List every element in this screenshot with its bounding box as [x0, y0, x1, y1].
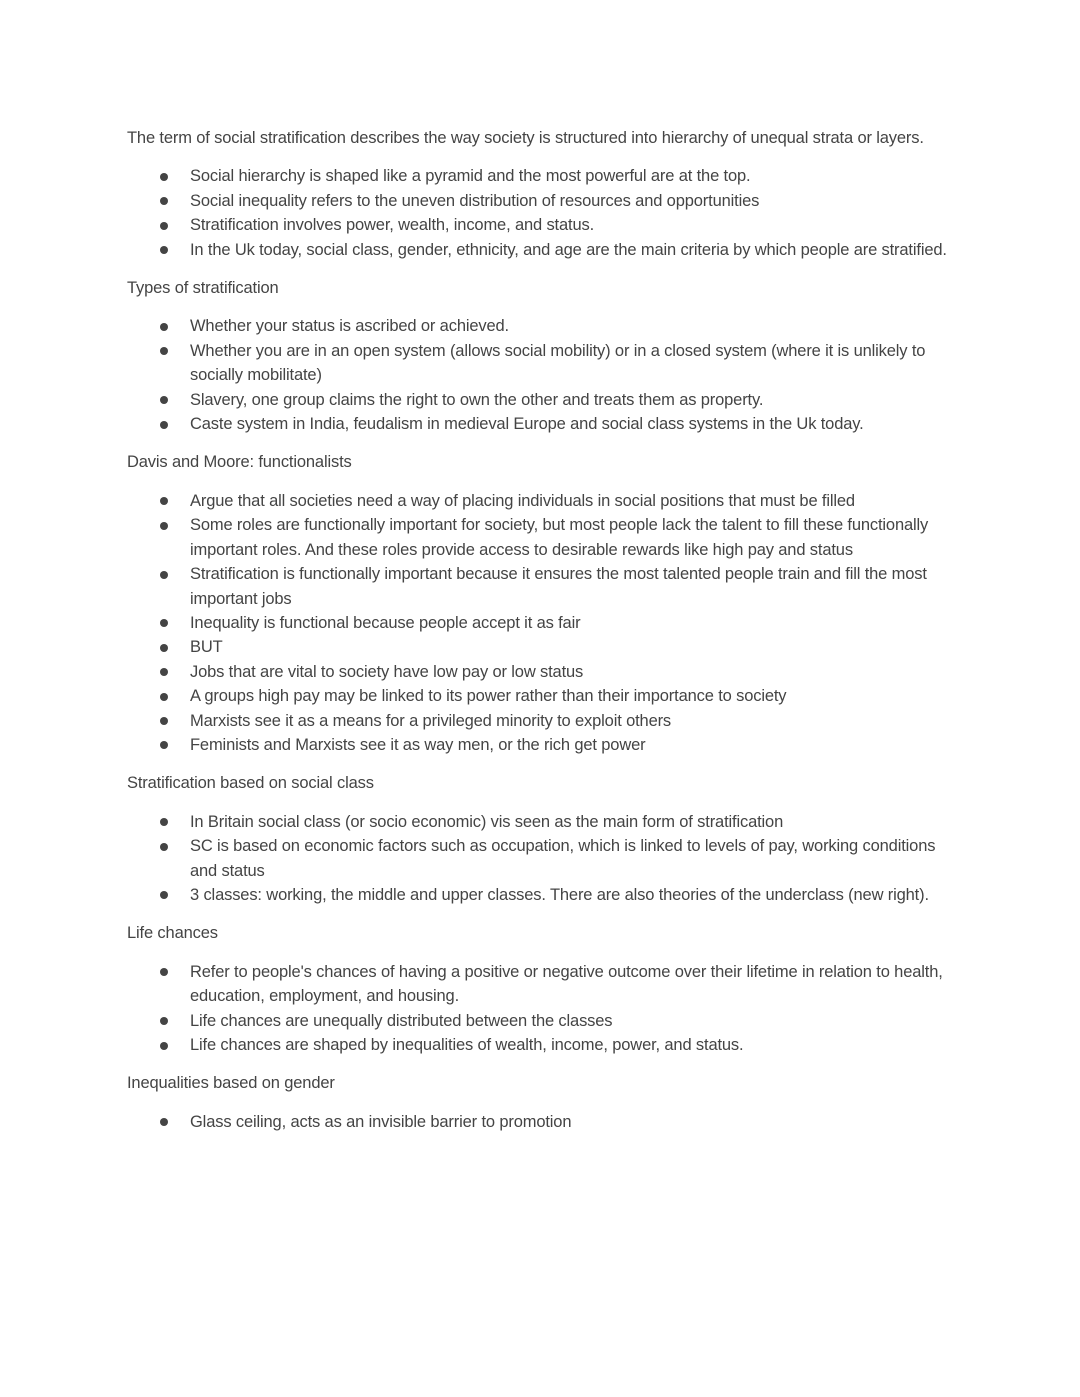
list-item — [127, 883, 947, 907]
list-item — [127, 489, 947, 513]
section-heading: Inequalities based on gender — [127, 1074, 335, 1093]
list-item — [127, 611, 947, 635]
list-item — [127, 412, 947, 436]
bullet-icon — [160, 222, 168, 230]
section-heading: Davis and Moore: functionalists — [127, 453, 352, 472]
list-item — [127, 709, 947, 733]
section-bullet-list — [127, 960, 947, 1058]
bullet-icon — [160, 1118, 168, 1126]
section-heading: Life chances — [127, 924, 218, 943]
bullet-icon — [160, 522, 168, 530]
section-bullet-list — [127, 1110, 947, 1134]
list-item — [127, 339, 947, 388]
list-item-text: BUT — [190, 638, 223, 657]
bullet-icon — [160, 668, 168, 676]
list-item — [127, 684, 947, 708]
section-bullet-list — [127, 489, 947, 757]
list-item-text: Jobs that are vital to society have low pay or low status — [190, 662, 584, 681]
list-item-text: Stratification involves power, wealth, income, and status. — [190, 216, 595, 235]
list-item-text: Refer to people's chances of having a positive or negative outcome over their lifetime in relation to health, education, employment, and housing. — [190, 962, 943, 1006]
list-item — [127, 189, 947, 213]
list-item — [127, 960, 947, 1009]
list-item-text: Inequality is functional because people accept it as fair — [190, 613, 581, 632]
intro-bullet-list — [127, 164, 947, 262]
list-item-text: In Britain social class (or socio economic) vis seen as the main form of stratification — [190, 812, 784, 831]
list-item-text: Social inequality refers to the uneven distribution of resources and opportunities — [190, 191, 760, 210]
list-item-text: Whether your status is ascribed or achieved. — [190, 317, 509, 336]
list-item-text: Marxists see it as a means for a privileged minority to exploit others — [190, 711, 672, 730]
bullet-icon — [160, 693, 168, 701]
document-page — [127, 126, 947, 1148]
list-item — [127, 314, 947, 338]
bullet-icon — [160, 197, 168, 205]
list-item — [127, 562, 947, 611]
bullet-icon — [160, 323, 168, 331]
list-item — [127, 213, 947, 237]
intro-paragraph: The term of social stratification describes the way society is structured into hierarchy of unequal strata or layers. — [127, 129, 924, 147]
bullet-icon — [160, 571, 168, 579]
list-item — [127, 1110, 947, 1134]
list-item-text: Glass ceiling, acts as an invisible barrier to promotion — [190, 1112, 572, 1131]
bullet-icon — [160, 619, 168, 627]
bullet-icon — [160, 818, 168, 826]
list-item-text: Feminists and Marxists see it as way men, or the rich get power — [190, 735, 646, 754]
section-bullet-list — [127, 314, 947, 436]
list-item — [127, 733, 947, 757]
list-item-text: Slavery, one group claims the right to own the other and treats them as property. — [190, 390, 764, 409]
list-item — [127, 660, 947, 684]
list-item — [127, 1033, 947, 1057]
list-item — [127, 810, 947, 834]
list-item-text: Argue that all societies need a way of placing individuals in social positions that must be filled — [190, 491, 855, 510]
bullet-icon — [160, 173, 168, 181]
list-item-text: Stratification is functionally important because it ensures the most talented people train and fill the most important jobs — [190, 565, 927, 608]
list-item-text: A groups high pay may be linked to its power rather than their importance to society — [190, 687, 787, 706]
list-item-text: SC is based on economic factors such as occupation, which is linked to levels of pay, working conditions and status — [190, 837, 936, 880]
bullet-icon — [160, 644, 168, 652]
bullet-icon — [160, 421, 168, 429]
bullet-icon — [160, 741, 168, 749]
list-item — [127, 1009, 947, 1033]
section-heading: Stratification based on social class — [127, 774, 374, 793]
bullet-icon — [160, 717, 168, 725]
list-item-text: Whether you are in an open system (allows social mobility) or in a closed system (where it is unlikely to socially mobilitate) — [190, 341, 926, 385]
list-item — [127, 834, 947, 883]
bullet-icon — [160, 891, 168, 899]
sections-container — [127, 276, 947, 1134]
list-item — [127, 513, 947, 562]
bullet-icon — [160, 396, 168, 404]
list-item — [127, 164, 947, 188]
list-item — [127, 635, 947, 659]
bullet-icon — [160, 1017, 168, 1025]
list-item — [127, 238, 947, 262]
section-bullet-list — [127, 810, 947, 908]
list-item-text: Some roles are functionally important for society, but most people lack the talent to fill these functionally important roles. And these roles provide access to desirable rewards like high pay and status — [190, 516, 929, 559]
bullet-icon — [160, 246, 168, 254]
list-item-text: Life chances are unequally distributed between the classes — [190, 1011, 613, 1030]
bullet-icon — [160, 497, 168, 505]
bullet-icon — [160, 347, 168, 355]
list-item-text: Caste system in India, feudalism in medieval Europe and social class systems in the Uk today. — [190, 415, 864, 434]
bullet-icon — [160, 968, 168, 976]
bullet-icon — [160, 843, 168, 851]
list-item-text: In the Uk today, social class, gender, ethnicity, and age are the main criteria by which people are stratified. — [190, 240, 947, 259]
list-item-text: Social hierarchy is shaped like a pyramid and the most powerful are at the top. — [190, 167, 751, 186]
section-heading: Types of stratification — [127, 279, 279, 298]
list-item — [127, 388, 947, 412]
bullet-icon — [160, 1042, 168, 1050]
list-item-text: 3 classes: working, the middle and upper classes. There are also theories of the underclass (new right). — [190, 885, 929, 904]
list-item-text: Life chances are shaped by inequalities of wealth, income, power, and status. — [190, 1036, 744, 1054]
